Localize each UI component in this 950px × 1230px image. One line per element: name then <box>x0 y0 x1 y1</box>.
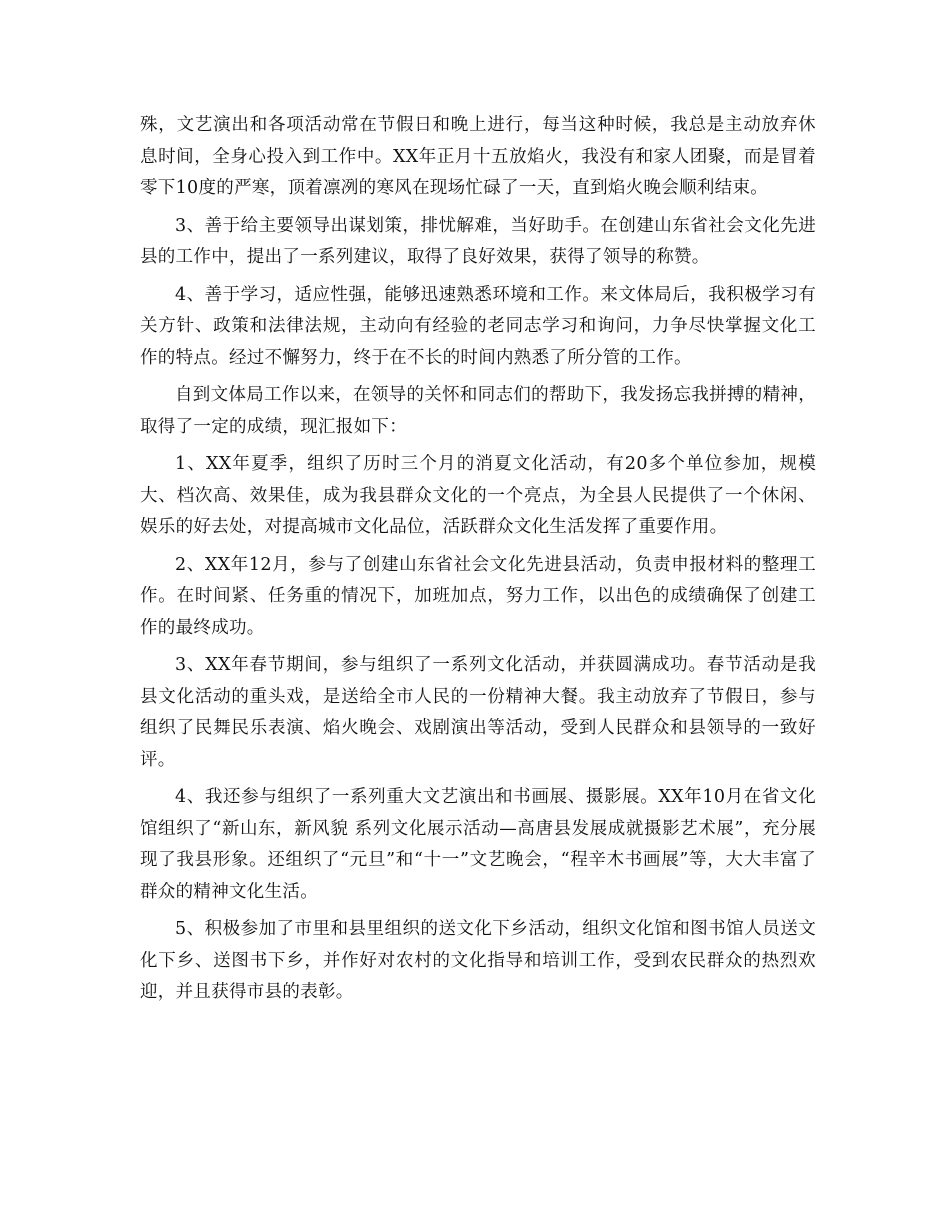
paragraph-item-4: 4、我还参与组织了一系列重大文艺演出和书画展、摄影展。XX年10月在省文化馆组织了“新山东，新风貌 系列文化展示活动—高唐县发展成就摄影艺术展”，充分展现了我县形象。还组织了“元旦”和“十一”文艺晚会，“程辛木书画展”等，大大丰富了群众的精神文化生活。 <box>140 787 816 902</box>
paragraph-item-2: 2、XX年12月，参与了创建山东省社会文化先进县活动，负责申报材料的整理工作。在时间紧、任务重的情况下，加班加点，努力工作，以出色的成绩确保了创建工作的最终成功。 <box>140 554 816 638</box>
paragraph-item-5: 5、积极参加了市里和县里组织的送文化下乡活动，组织文化馆和图书馆人员送文化下乡、送图书下乡，并作好对农村的文化指导和培训工作，受到农民群众的热烈欢迎，并且获得市县的表彰。 <box>140 919 816 1002</box>
paragraph-advisor-role: 3、善于给主要领导出谋划策，排忧解难，当好助手。在创建山东省社会文化先进县的工作中，提出了一系列建议，取得了良好效果，获得了领导的称赞。 <box>140 215 816 267</box>
paragraph-item-3: 3、XX年春节期间，参与组织了一系列文化活动，并获圆满成功。春节活动是我县文化活动的重头戏，是送给全市人民的一份精神大餐。我主动放弃了节假日，参与组织了民舞民乐表演、焰火晚会、戏剧演出等活动，受到人民群众和县领导的一致好评。 <box>140 655 816 770</box>
paragraph-continuation: 殊，文艺演出和各项活动常在节假日和晚上进行，每当这种时候，我总是主动放弃休息时间，全身心投入到工作中。XX年正月十五放焰火，我没有和家人团聚，而是冒着零下10度的严寒，顶着凛冽的寒风在现场忙碌了一天，直到焰火晚会顺利结束。 <box>140 115 816 198</box>
paragraph-item-1: 1、XX年夏季，组织了历时三个月的消夏文化活动，有20多个单位参加，规模大、档次高、效果佳，成为我县群众文化的一个亮点，为全县人民提供了一个休闲、娱乐的好去处，对提高城市文化品位，活跃群众文化生活发挥了重要作用。 <box>140 454 816 537</box>
document-body <box>140 110 816 1015</box>
paragraph-achievements-intro: 自到文体局工作以来，在领导的关怀和同志们的帮助下，我发扬忘我拼搏的精神，取得了一定的成绩，现汇报如下： <box>140 385 816 437</box>
paragraph-learning: 4、善于学习，适应性强，能够迅速熟悉环境和工作。来文体局后，我积极学习有关方针、政策和法律法规，主动向有经验的老同志学习和询问，力争尽快掌握文化工作的特点。经过不懈努力，终于在不长的时间内熟悉了所分管的工作。 <box>140 284 816 368</box>
